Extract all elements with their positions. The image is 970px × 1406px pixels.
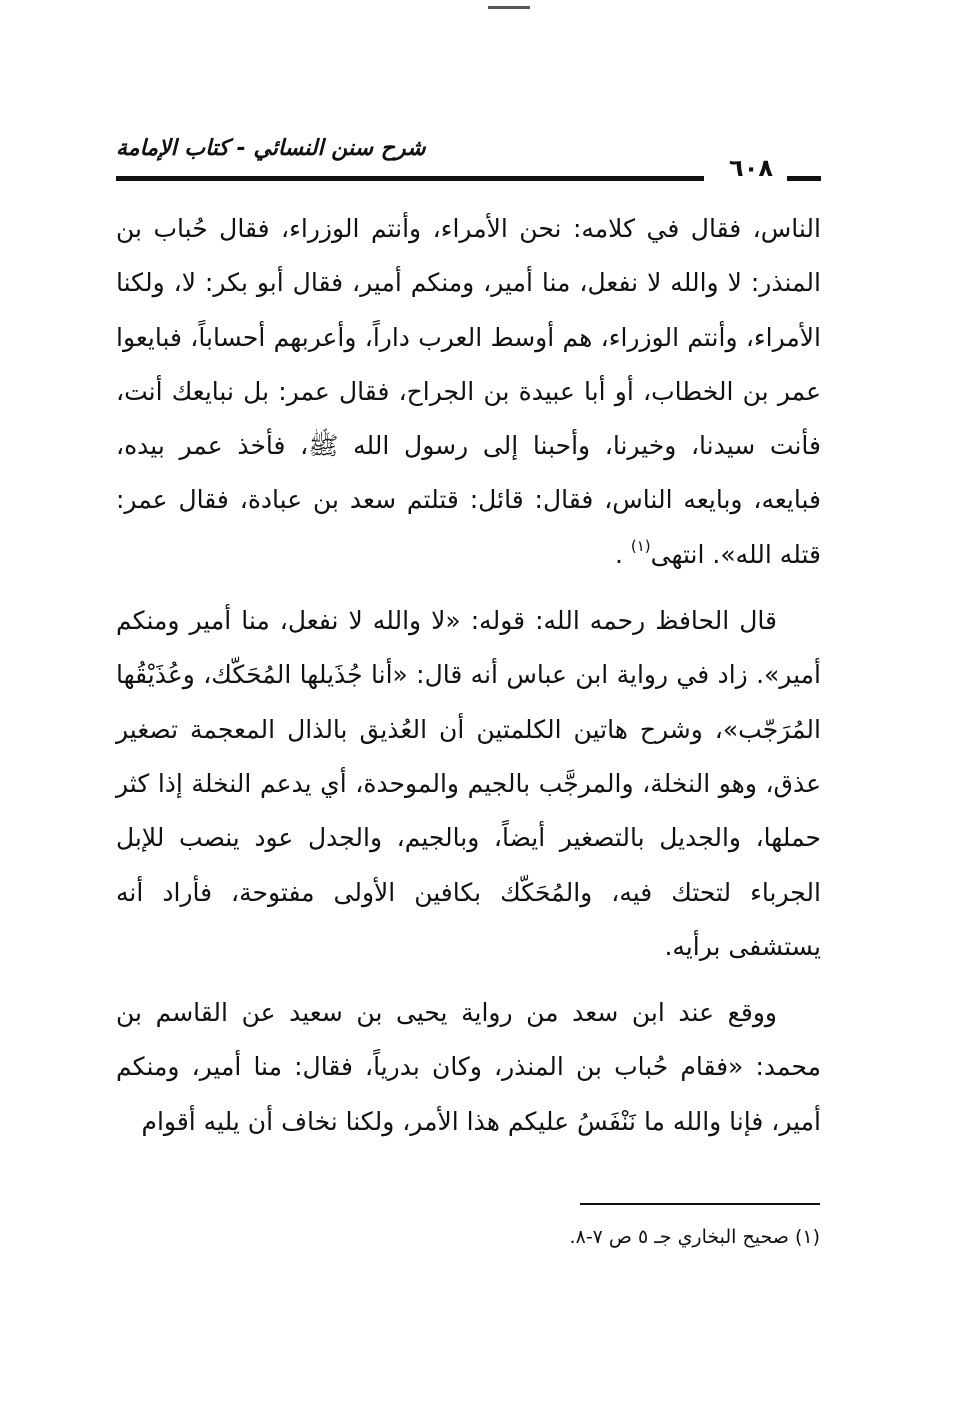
running-title: شرح سنن النسائي - كتاب الإمامة (116, 136, 426, 161)
top-edge-mark (488, 6, 530, 9)
page-number-dash (787, 176, 821, 181)
page-header (116, 136, 821, 186)
paragraph-2: قال الحافظ رحمه الله: قوله: «لا والله لا نفعل، منا أمير ومنكم أمير». زاد في رواية ابن عباس أنه قال: «أنا جُذَيلها المُحَكّك، وعُذَيْقُها المُرَجّب»، وشرح هاتين الكلمتين أن العُذيق بالذال المعجمة تصغير عذق، وهو النخلة، والمرجَّب بالجيم والموحدة، أي يدعم النخلة إذا كثر حملها، والجديل بالتصغير أيضاً، وبالجيم، والجدل عود ينصب للإبل الجرباء لتحتك فيه، والمُحَكّك بكافين الأولى مفتوحة، فأراد أنه يستشفى برأيه. (116, 606, 821, 961)
page-number: ٦٠٨ (729, 154, 773, 182)
footnote-rule (580, 1203, 820, 1205)
body-text (116, 202, 821, 1161)
paragraph-3: ووقع عند ابن سعد من رواية يحيى بن سعيد عن القاسم بن محمد: «فقام حُباب بن المنذر، وكان بدرياً، فقال: منا أمير، ومنكم أمير، فإنا والله ما نَنْفَسُ عليكم هذا الأمر، ولكنا نخاف أن يليه أقوام (116, 998, 821, 1136)
footnote-reference: (١) (630, 536, 651, 555)
header-rule (116, 176, 704, 181)
paragraph-1-end: . (614, 539, 623, 569)
paragraph-1-text: الناس، فقال في كلامه: نحن الأمراء، وأنتم الوزراء، فقال حُباب بن المنذر: لا والله لا نفعل، منا أمير، ومنكم أمير، فقال أبو بكر: لا، ولكنا الأمراء، وأنتم الوزراء، هم أوسط العرب داراً، وأعربهم أحساباً، فبايعوا عمر بن الخطاب، أو أبا عبيدة بن الجراح، فقال عمر: بل نبايعك أنت، فأنت سيدنا، وخيرنا، وأحبنا إلى رسول الله ﷺ، فأخذ عمر بيده، فبايعه، وبايعه الناس، فقال: قائل: قتلتم سعد بن عبادة، فقال عمر: قتله الله». انتهى (116, 214, 821, 569)
paragraph-1 (116, 202, 821, 582)
footnote: (١) صحيح البخاري جـ ٥ ص ٧-٨. (569, 1226, 820, 1248)
